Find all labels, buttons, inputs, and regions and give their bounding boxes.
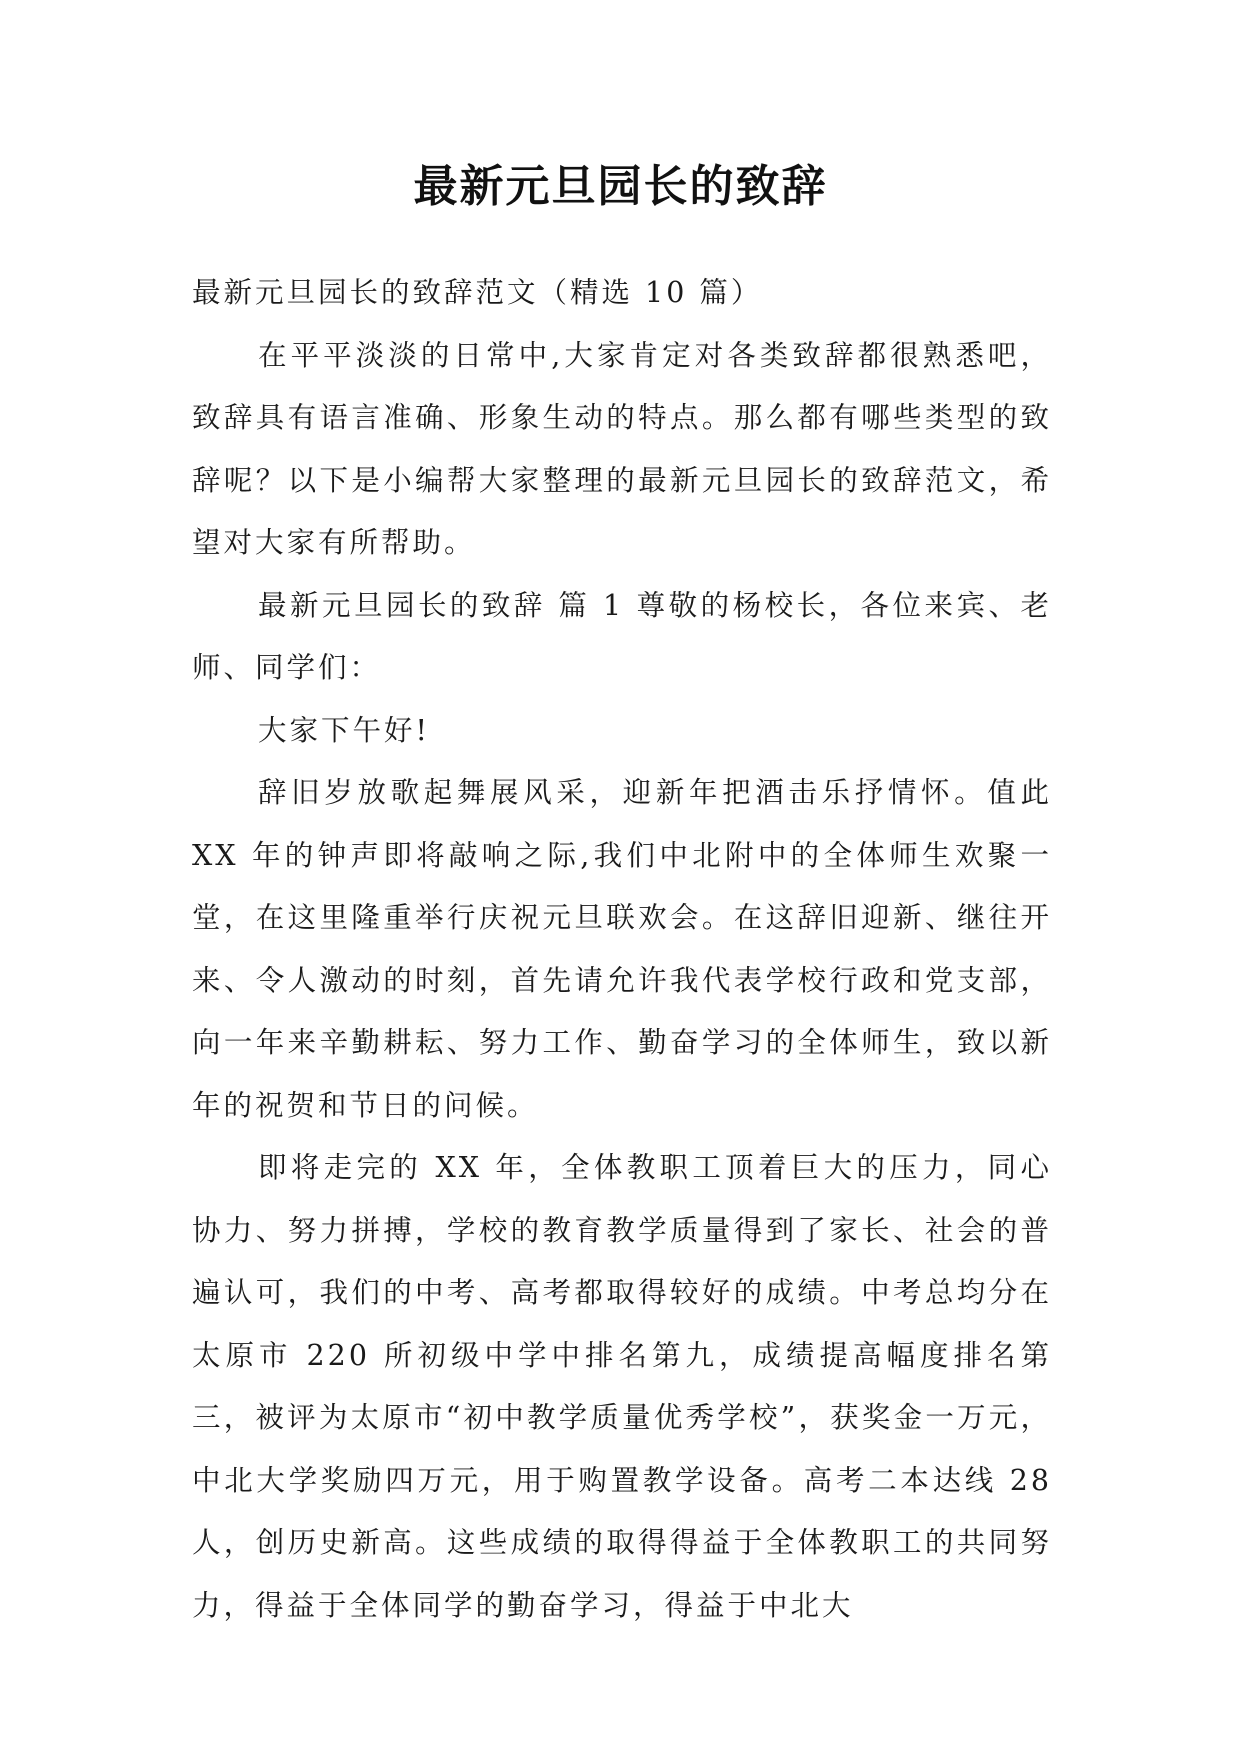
document-title: 最新元旦园长的致辞 (413, 161, 828, 212)
paragraph-salutation: 最新元旦园长的致辞 篇 1 尊敬的杨校长，各位来宾、老师、同学们： (192, 588, 1052, 684)
paragraph-achievements: 即将走完的 XX 年，全体教职工顶着巨大的压力，同心协力、努力拼搏，学校的教育教学质量得到了家长、社会的普遍认可，我们的中考、高考都取得较好的成绩。中考总均分在太原市 220 所初级中学中排名第九，成绩提高幅度排名第三，被评为太原市“初中教学质量优秀学校”，获奖金一万元，中北大学奖励四万元，用于购置教学设备。高考二本达线 28 人，创历史新高。这些成绩的取得得益于全体教职工的共同努力，得益于全体同学的勤奋学习，得益于中北大 (192, 1151, 1052, 1622)
paragraph-intro: 在平平淡淡的日常中,大家肯定对各类致辞都很熟悉吧，致辞具有语言准确、形象生动的特点。那么都有哪些类型的致辞呢？以下是小编帮大家整理的最新元旦园长的致辞范文，希望对大家有所帮助。 (192, 338, 1052, 559)
document-body (192, 262, 1052, 1637)
document-subtitle: 最新元旦园长的致辞范文（精选 10 篇） (192, 276, 763, 309)
paragraph-greeting: 大家下午好! (258, 713, 430, 747)
paragraph-opening: 辞旧岁放歌起舞展风采，迎新年把酒击乐抒情怀。值此 XX 年的钟声即将敲响之际,我们中北附中的全体师生欢聚一堂，在这里隆重举行庆祝元旦联欢会。在这辞旧迎新、继往开来、令人激动的时刻，首先请允许我代表学校行政和党支部，向一年来辛勤耕耘、努力工作、勤奋学习的全体师生，致以新年的祝贺和节日的问候。 (192, 776, 1052, 1122)
